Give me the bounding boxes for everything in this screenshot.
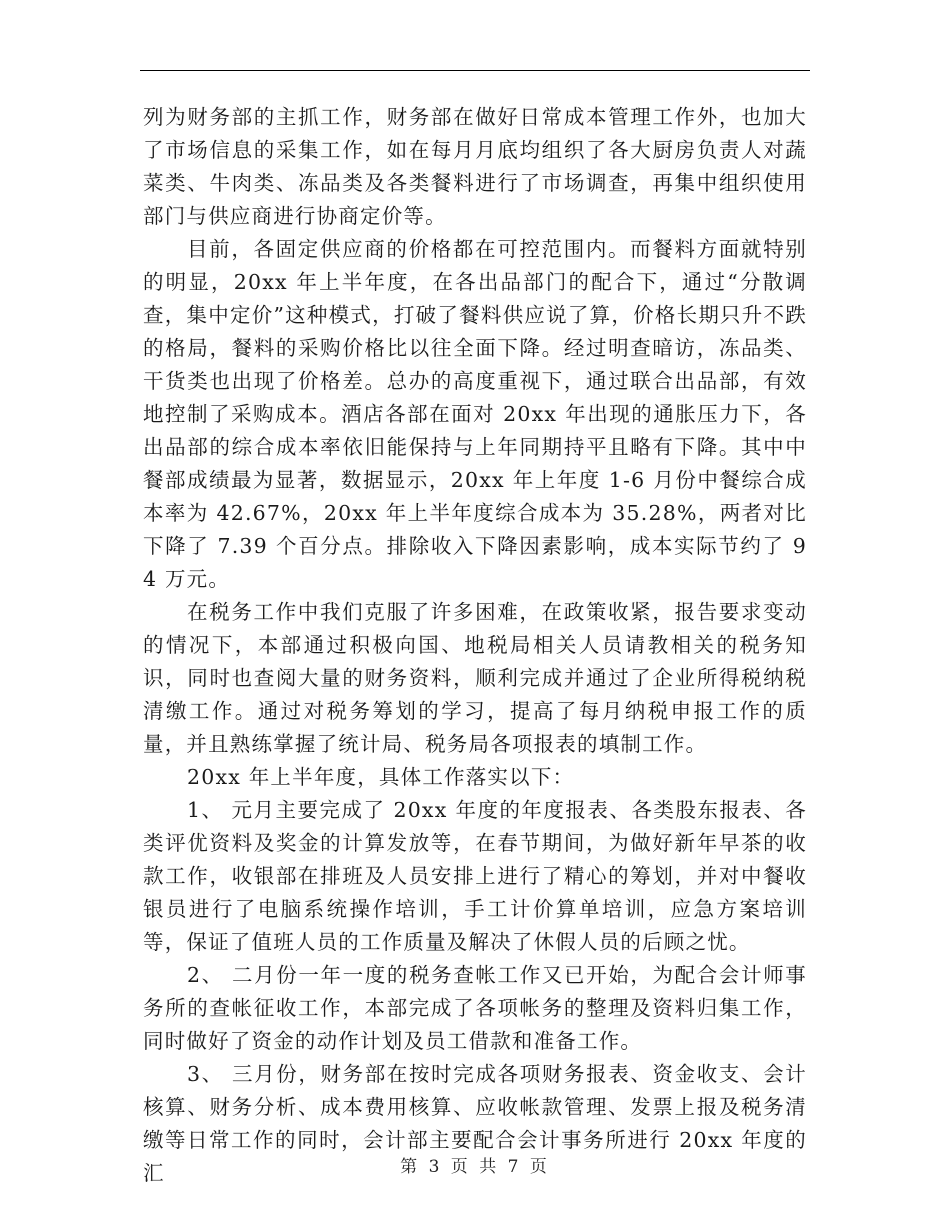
paragraph: 目前，各固定供应商的价格都在可控范围内。而餐料方面就特别的明显，20xx 年上半年度，在各出品部门的配合下，通过“分散调查，集中定价”这种模式，打破了餐料供应说了算，价格长期只升不跌的格局，餐料的采购价格比以往全面下降。经过明查暗访，冻品类、干货类也出现了价格差。总办的高度重视下，通过联合出品部，有效地控制了采购成本。酒店各部在面对 20xx 年出现的通胀压力下，各出品部的综合成本率依旧能保持与上年同期持平且略有下降。其中中餐部成绩最为显著，数据显示，20xx 年上年度 1-6 月份中餐综合成本率为 42.67%，20xx 年上半年度综合成本为 35.28%，两者对比下降了 7.39 个百分点。排除收入下降因素影响，成本实际节约了 94 万元。: [143, 237, 807, 591]
paragraph: 2、 二月份一年一度的税务查帐工作又已开始，为配合会计师事务所的查帐征收工作，本部完成了各项帐务的整理及资料归集工作，同时做好了资金的动作计划及员工借款和准备工作。: [143, 963, 807, 1053]
page-footer: 第 3 页 共 7 页: [400, 1157, 550, 1177]
paragraph: 1、 元月主要完成了 20xx 年度的年度报表、各类股东报表、各类评优资料及奖金的计算发放等，在春节期间，为做好新年早茶的收款工作，收银部在排班及人员安排上进行了精心的筹划，并对中餐收银员进行了电脑系统操作培训，手工计价算单培训，应急方案培训等，保证了值班人员的工作质量及解决了休假人员的后顾之忧。: [143, 798, 807, 954]
paragraph: 列为财务部的主抓工作，财务部在做好日常成本管理工作外，也加大了市场信息的采集工作，如在每月月底均组织了各大厨房负责人对蔬菜类、牛肉类、冻品类及各类餐料进行了市场调查，再集中组织使用部门与供应商进行协商定价等。: [143, 105, 807, 228]
header-rule: [140, 70, 810, 71]
paragraph: 20xx 年上半年度，具体工作落实以下：: [187, 765, 575, 789]
paragraph: 在税务工作中我们克服了许多困难，在政策收紧，报告要求变动的情况下，本部通过积极向国、地税局相关人员请教相关的税务知识，同时也查阅大量的财务资料，顺利完成并通过了企业所得税纳税清缴工作。通过对税务筹划的学习，提高了每月纳税申报工作的质量，并且熟练掌握了统计局、税务局各项报表的填制工作。: [143, 600, 807, 756]
document-body: [143, 101, 807, 1190]
paragraph: 3、 三月份，财务部在按时完成各项财务报表、资金收支、会计核算、财务分析、成本费用核算、应收帐款管理、发票上报及税务清缴等日常工作的同时，会计部主要配合会计事务所进行 20xx 年度的汇: [143, 1062, 807, 1185]
